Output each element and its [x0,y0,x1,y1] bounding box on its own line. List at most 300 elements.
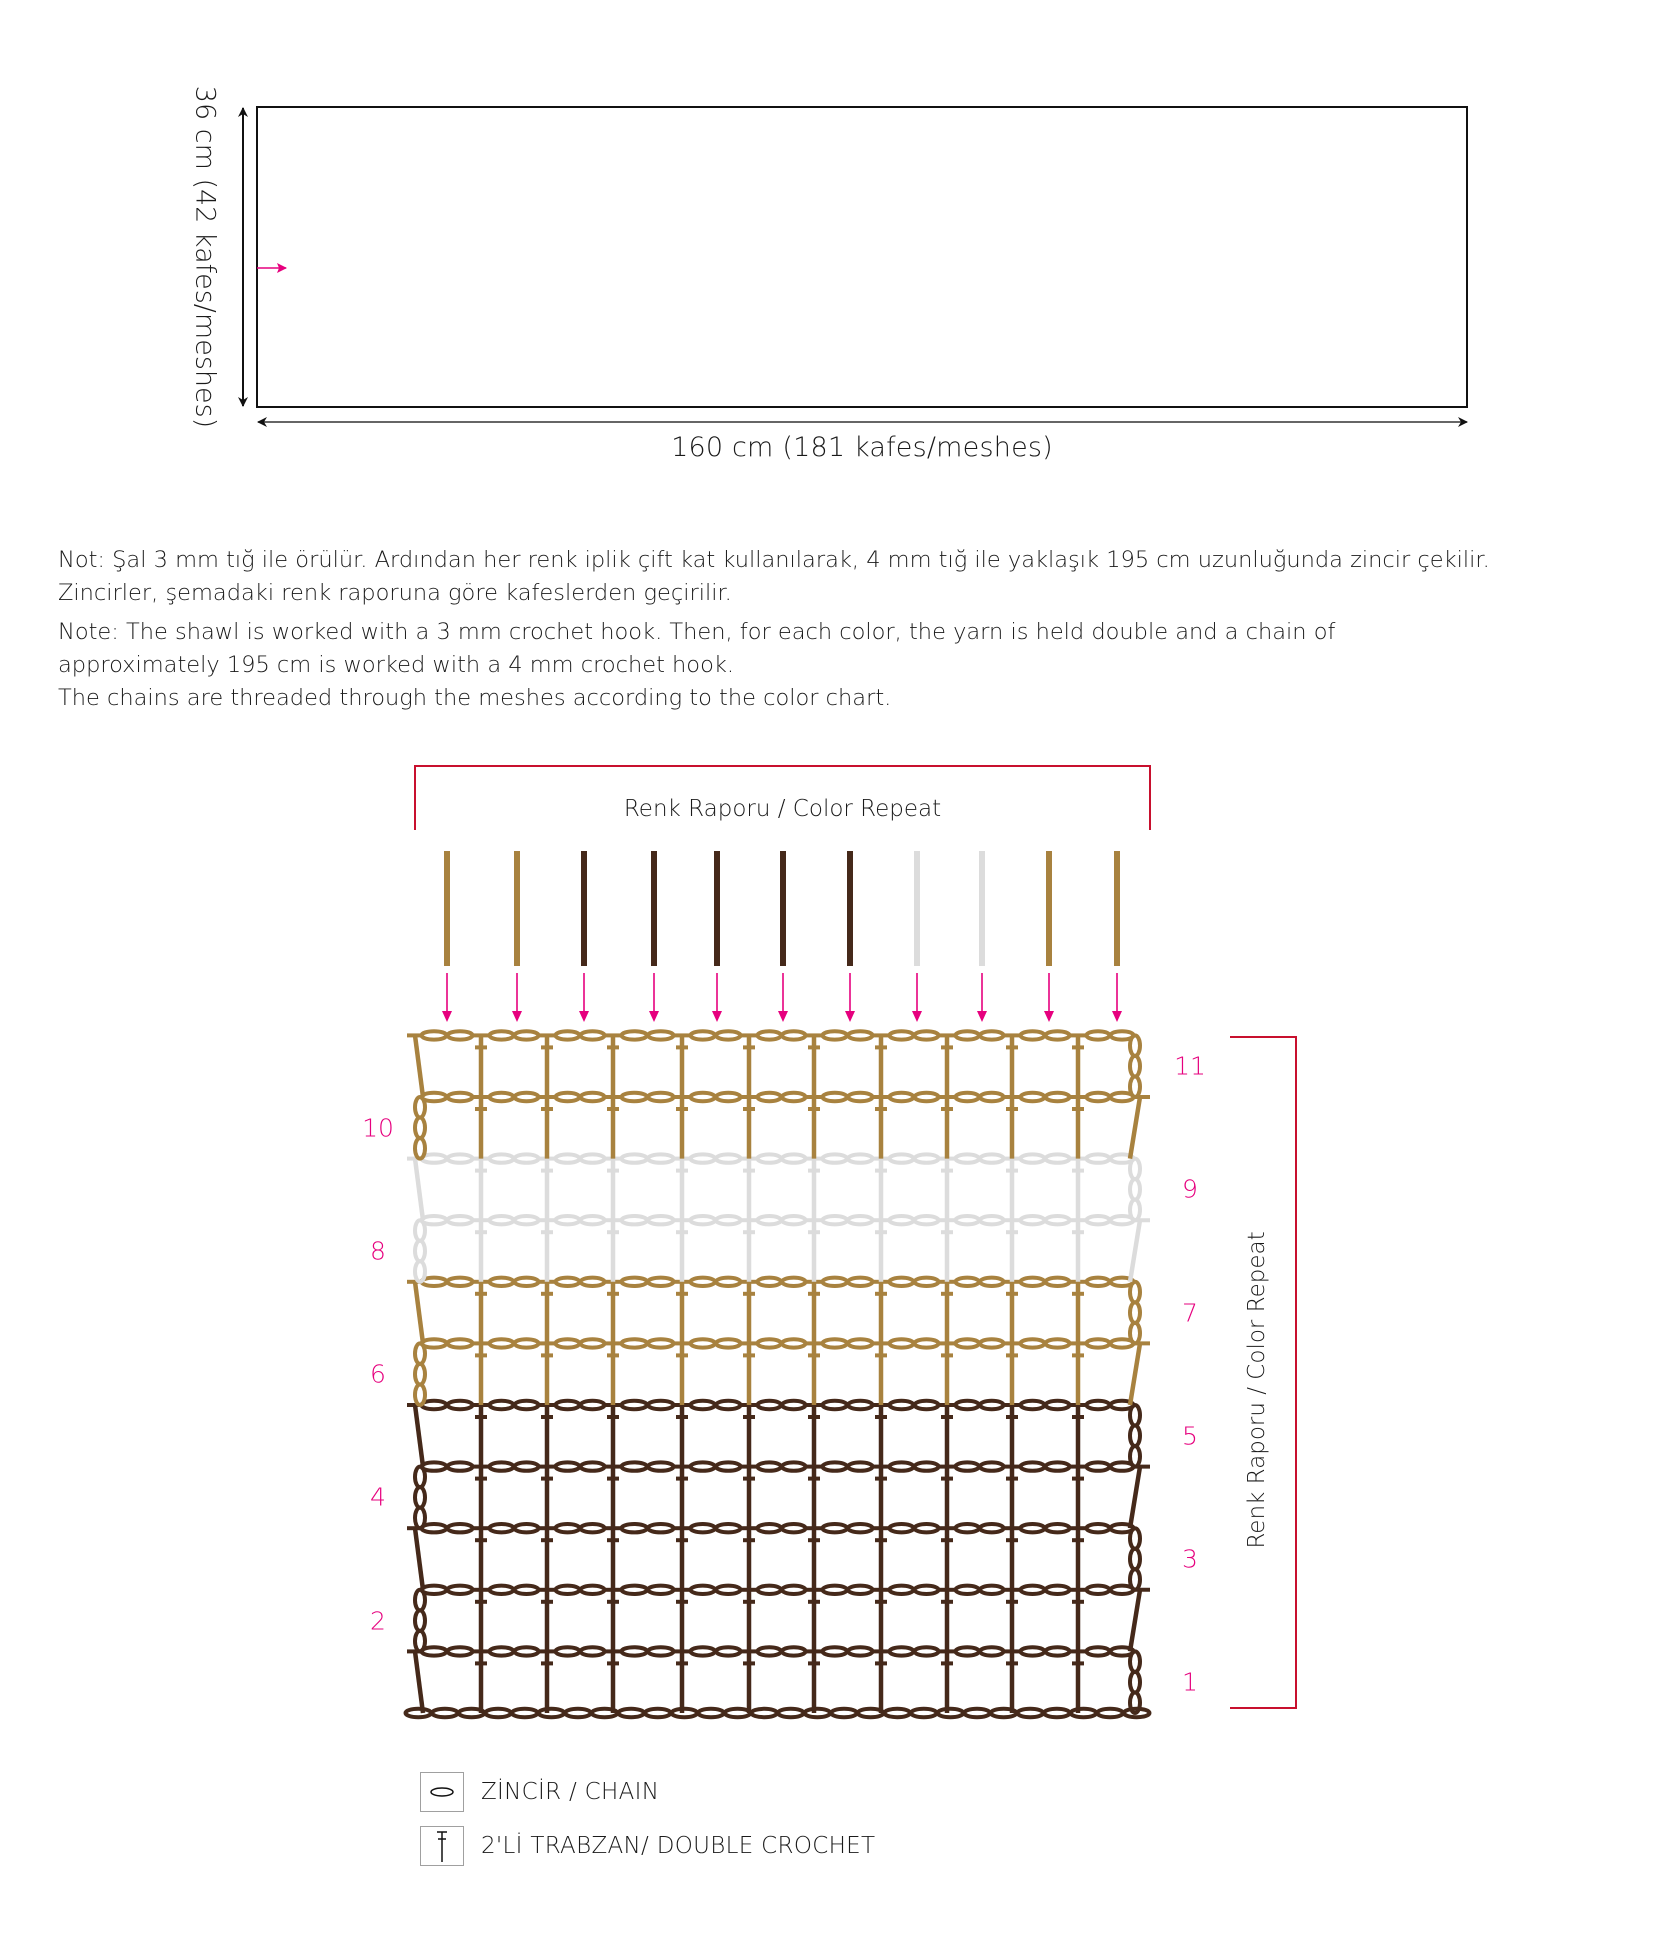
chain-stitch [915,1462,939,1470]
chain-stitch [648,1278,674,1286]
mesh-chain [490,1462,539,1470]
chain-stitch [1046,1401,1070,1409]
mesh-chain [622,1401,674,1409]
edge-stitch [415,1405,423,1467]
mesh-chain [1021,1586,1070,1594]
row-number-6: 6 [370,1359,386,1389]
mesh-chain [890,1154,939,1162]
chain-stitch [490,1401,514,1409]
chain-stitch [1021,1278,1045,1286]
edge-stitch [1130,1467,1140,1529]
turning-chain [1130,1282,1140,1344]
chain-stitch [448,1093,473,1101]
chain-stitch [848,1154,873,1162]
mesh-chain [556,1216,605,1224]
chain-stitch [515,1647,539,1655]
chain-stitch [1021,1093,1045,1101]
mesh-chain [1087,1524,1134,1532]
chain-stitch [515,1524,539,1532]
mesh-chain [1087,1154,1134,1162]
chain-stitch [622,1216,648,1224]
chain-stitch [1087,1031,1110,1039]
chain-stitch [556,1586,580,1594]
turning-chain [1130,1651,1140,1713]
turning-chain [1130,1405,1140,1467]
mesh-chain [758,1586,806,1594]
chain-stitch [645,1709,671,1717]
chain-stitch [691,1154,716,1162]
chain-stitch [758,1647,782,1655]
down-arrow-head-icon [1112,1011,1122,1022]
chain-stitch [890,1154,914,1162]
chain-stitch [581,1401,605,1409]
chain-stitch [890,1093,914,1101]
mesh-chain [422,1462,473,1470]
mesh-chain [490,1031,539,1039]
chain-stitch [823,1031,848,1039]
chain-stitch [1087,1216,1110,1224]
mesh-chain [490,1647,539,1655]
chain-stitch [406,1709,432,1717]
chain-stitch [648,1586,674,1594]
chain-stitch [648,1093,674,1101]
color-repeat-side-title: Renk Raporu / Color Repeat [1244,1231,1270,1549]
mesh-chain [1087,1401,1134,1409]
mesh-chain [490,1216,539,1224]
mesh-chain [622,1462,674,1470]
chain-stitch [1130,1035,1140,1056]
mesh-chain [490,1154,539,1162]
edge-stitch [415,1651,423,1713]
edge-stitch [415,1035,423,1097]
chain-stitch [823,1154,848,1162]
mesh-chain [622,1647,674,1655]
chain-stitch [782,1401,806,1409]
chain-stitch [515,1031,539,1039]
chain-stitch [823,1401,848,1409]
chain-stitch [1130,1056,1140,1077]
chain-stitch [758,1278,782,1286]
notes [58,544,1658,715]
chain-stitch [1097,1709,1123,1717]
chain-stitch [956,1216,980,1224]
down-arrow-head-icon [1044,1011,1054,1022]
mesh-chain [422,1216,473,1224]
mesh-chain [890,1647,939,1655]
chain-stitch [622,1647,648,1655]
mesh-chain [890,1216,939,1224]
chain-stitch [1111,1401,1134,1409]
chain-stitch [556,1647,580,1655]
turning-chain [415,1220,425,1282]
chain-stitch [1021,1154,1045,1162]
chain-stitch [1111,1524,1134,1532]
chain-stitch [556,1278,580,1286]
chain-stitch [422,1586,447,1594]
chain-stitch [956,1647,980,1655]
chain-stitch [831,1709,857,1717]
legend-chain-label: ZİNCİR / CHAIN [481,1779,660,1805]
chain-stitch [848,1216,873,1224]
row-number-4: 4 [370,1482,386,1512]
chain-stitch [622,1339,648,1347]
chain-stitch [415,1241,425,1262]
chain-stitch [691,1093,716,1101]
chain-stitch [556,1216,580,1224]
chain-stitch [515,1278,539,1286]
edge-stitch [415,1159,423,1221]
chain-stitch [1111,1031,1134,1039]
chain-stitch [980,1647,1004,1655]
mesh-chain [691,1339,741,1347]
chain-stitch [1046,1154,1070,1162]
chain-stitch [782,1647,806,1655]
chain-stitch [490,1216,514,1224]
chain-stitch [1021,1647,1045,1655]
edge-stitch [1130,1220,1140,1282]
chain-stitch [1087,1524,1110,1532]
mesh-chain [823,1462,873,1470]
mesh-chain [956,1524,1004,1532]
chain-stitch [1021,1401,1045,1409]
chain-stitch [848,1462,873,1470]
mesh-chain [556,1031,605,1039]
shawl-outline [257,107,1467,407]
chain-stitch [698,1709,724,1717]
chain-stitch [622,1154,648,1162]
mesh-chain [823,1154,873,1162]
edge-stitch [415,1282,423,1344]
chain-stitch [648,1154,674,1162]
chain-stitch [1130,1076,1140,1097]
chain-stitch [622,1586,648,1594]
chain-stitch [1021,1031,1045,1039]
chain-stitch [691,1339,716,1347]
chain-stitch [415,1384,425,1405]
double-crochet-icon [420,1826,464,1866]
chain-stitch [648,1339,674,1347]
mesh-chain [956,1278,1004,1286]
mesh-chain [1021,1339,1070,1347]
chain-stitch [823,1647,848,1655]
chain-stitch [1111,1339,1134,1347]
chain-stitch [1111,1278,1134,1286]
chain-stitch [956,1278,980,1286]
mesh-chain [691,1216,741,1224]
chain-stitch [415,1610,425,1631]
chain-stitch [1046,1216,1070,1224]
chain-stitch [915,1586,939,1594]
chain-stitch [448,1462,473,1470]
chain-stitch [823,1216,848,1224]
chain-stitch [956,1031,980,1039]
legend-double-crochet-label: 2'Lİ TRABZAN/ DOUBLE CROCHET [481,1833,876,1859]
mesh-chain [422,1154,473,1162]
chain-stitch [490,1647,514,1655]
legend-chain [420,1771,659,1813]
row-number-9: 9 [1182,1174,1198,1204]
mesh-chain [490,1524,539,1532]
mesh-chain [823,1524,873,1532]
down-arrow-head-icon [649,1011,659,1022]
mesh-chain [823,1093,873,1101]
chain-stitch [581,1154,605,1162]
chain-stitch [964,1709,990,1717]
chain-stitch [848,1647,873,1655]
mesh-chain [758,1093,806,1101]
chain-stitch [1111,1093,1134,1101]
mesh-chain [890,1278,939,1286]
chain-stitch [716,1278,741,1286]
chain-stitch [956,1524,980,1532]
chain-stitch [980,1278,1004,1286]
chain-stitch [782,1216,806,1224]
mesh-chain [691,1401,741,1409]
chain-stitch [422,1339,447,1347]
mesh-chain [1021,1647,1070,1655]
chain-stitch [490,1586,514,1594]
chain-stitch [915,1401,939,1409]
height-label: 36 cm (42 kafes/meshes) [189,85,221,429]
chain-stitch [1111,1216,1134,1224]
mesh-chain [890,1339,939,1347]
chain-stitch [691,1031,716,1039]
mesh-chain [758,1524,806,1532]
chain-stitch [980,1339,1004,1347]
mesh-chain [1021,1154,1070,1162]
chain-stitch [782,1278,806,1286]
chain-stitch [415,1631,425,1652]
mesh-chain [823,1278,873,1286]
chain-stitch [1046,1278,1070,1286]
mesh-chain [622,1339,674,1347]
mesh-chain [956,1401,1004,1409]
note-tr-line1: Not: Şal 3 mm tığ ile örülür. Ardından her renk iplik çift kat kullanılarak, 4 mm tığ ile yaklaşık 195 cm uzunluğunda zincir çekilir. [58,547,1490,573]
turning-chain [1130,1528,1140,1590]
chain-stitch [448,1154,473,1162]
mesh-chain [691,1154,741,1162]
chain-stitch [422,1093,447,1101]
chain-stitch [980,1154,1004,1162]
chain-stitch [716,1216,741,1224]
chain-stitch [556,1339,580,1347]
chain-stitch [1046,1462,1070,1470]
down-arrow-head-icon [845,1011,855,1022]
chain-stitch [448,1647,473,1655]
note-tr-line2: Zincirler, şemadaki renk raporuna göre kafeslerden geçirilir. [58,580,732,606]
chain-stitch [691,1647,716,1655]
chain-stitch [1087,1093,1110,1101]
chain-stitch [1087,1586,1110,1594]
chain-stitch [485,1709,511,1717]
chain-stitch [415,1138,425,1159]
chain-stitch [751,1709,777,1717]
chain-stitch [956,1339,980,1347]
row-number-1: 1 [1182,1667,1198,1697]
chain-stitch [716,1401,741,1409]
chain-stitch [980,1031,1004,1039]
chain-stitch [581,1216,605,1224]
chain-stitch [622,1524,648,1532]
chain-stitch [716,1339,741,1347]
row-number-3: 3 [1182,1544,1198,1574]
chain-stitch [1021,1524,1045,1532]
edge-stitch [1130,1343,1140,1405]
chain-stitch [716,1462,741,1470]
mesh-chain [490,1401,539,1409]
chain-stitch [556,1462,580,1470]
mesh-chain [823,1647,873,1655]
chain-stitch [782,1093,806,1101]
chain-stitch [758,1586,782,1594]
chain-stitch [823,1339,848,1347]
mesh-chain [490,1339,539,1347]
chain-stitch [422,1216,447,1224]
edge-stitch [1130,1097,1140,1159]
chain-stitch [823,1462,848,1470]
mesh-chain [622,1586,674,1594]
chain-stitch [490,1278,514,1286]
chain-stitch [848,1031,873,1039]
chain-stitch [915,1154,939,1162]
chain-stitch [581,1462,605,1470]
chain-stitch [539,1709,565,1717]
edge-stitch [415,1528,423,1590]
chain-stitch [556,1031,580,1039]
chain-stitch [691,1524,716,1532]
chain-stitch [1130,1651,1140,1672]
mesh-chain [890,1524,939,1532]
chain-stitch [1046,1647,1070,1655]
down-arrow-head-icon [442,1011,452,1022]
chain-stitch [415,1097,425,1118]
chain-stitch [581,1586,605,1594]
chain-stitch [1021,1339,1045,1347]
chain-stitch [725,1709,751,1717]
mesh-chain [422,1524,473,1532]
chain-stitch [415,1364,425,1385]
chain-stitch [758,1093,782,1101]
chain-stitch [648,1462,674,1470]
mesh-chain [556,1586,605,1594]
chain-stitch [592,1709,618,1717]
chain-stitch [1021,1462,1045,1470]
chain-stitch [622,1401,648,1409]
mesh-chain [691,1278,741,1286]
mesh-chain [758,1647,806,1655]
chain-stitch [622,1093,648,1101]
mesh-chain [622,1278,674,1286]
mesh-chain [556,1462,605,1470]
chain-stitch [915,1647,939,1655]
chain-stitch [890,1216,914,1224]
chain-stitch [448,1339,473,1347]
chain-stitch [490,1093,514,1101]
chain-stitch [758,1401,782,1409]
chain-stitch [490,1031,514,1039]
down-arrow-head-icon [712,1011,722,1022]
mesh-chain [956,1339,1004,1347]
mesh-chain [1021,1401,1070,1409]
chain-stitch [1087,1339,1110,1347]
chain-stitch [956,1586,980,1594]
chain-stitch [648,1647,674,1655]
chain-stitch [848,1339,873,1347]
chain-stitch [805,1709,831,1717]
chain-stitch [848,1093,873,1101]
mesh-chain [823,1339,873,1347]
chain-stitch [581,1093,605,1101]
chain-stitch [422,1401,447,1409]
edge-stitch [1130,1590,1140,1652]
note-en-line3: The chains are threaded through the meshes according to the color chart. [58,685,892,711]
mesh-chain [758,1216,806,1224]
chain-stitch [556,1154,580,1162]
chain-stitch [716,1586,741,1594]
chain-stitch [581,1031,605,1039]
chain-stitch [490,1462,514,1470]
mesh-chain [490,1278,539,1286]
row-number-5: 5 [1182,1421,1198,1451]
mesh-chain [758,1462,806,1470]
mesh-chain [422,1093,473,1101]
chain-stitch [1071,1709,1097,1717]
mesh-chain [1087,1462,1134,1470]
chain-stitch [422,1278,447,1286]
chain-stitch [448,1216,473,1224]
chain-stitch [758,1524,782,1532]
chain-stitch [422,1462,447,1470]
chain-stitch [1017,1709,1043,1717]
foundation-chain [406,1709,1150,1717]
chain-stitch [1111,1462,1134,1470]
mesh-chain [1087,1278,1134,1286]
chain-stitch [716,1154,741,1162]
chain-stitch [691,1586,716,1594]
chain-stitch [1130,1302,1140,1323]
chain-stitch [980,1586,1004,1594]
chain-stitch [515,1154,539,1162]
chain-stitch [512,1709,538,1717]
shawl-schematic [0,0,1680,560]
chain-stitch [1044,1709,1070,1717]
chain-stitch [782,1462,806,1470]
turning-chain [415,1467,425,1529]
mesh-chain [556,1401,605,1409]
chain-stitch [648,1401,674,1409]
mesh-chain [1021,1278,1070,1286]
mesh-chain [956,1647,1004,1655]
chain-stitch [938,1709,964,1717]
mesh-chain [956,1031,1004,1039]
chain-stitch [556,1524,580,1532]
chain-stitch [415,1508,425,1529]
chain-stitch [1087,1154,1110,1162]
mesh-chain [1021,1524,1070,1532]
mesh-chain [422,1278,473,1286]
chain-stitch [1087,1462,1110,1470]
row-number-7: 7 [1182,1298,1198,1328]
chain-stitch [648,1524,674,1532]
chain-stitch [915,1216,939,1224]
chain-stitch [490,1154,514,1162]
mesh-chain [956,1586,1004,1594]
mesh-chain [758,1278,806,1286]
mesh-chain [422,1339,473,1347]
chain-stitch [1124,1709,1150,1717]
turning-chain [1130,1035,1140,1097]
chain-stitch [448,1524,473,1532]
